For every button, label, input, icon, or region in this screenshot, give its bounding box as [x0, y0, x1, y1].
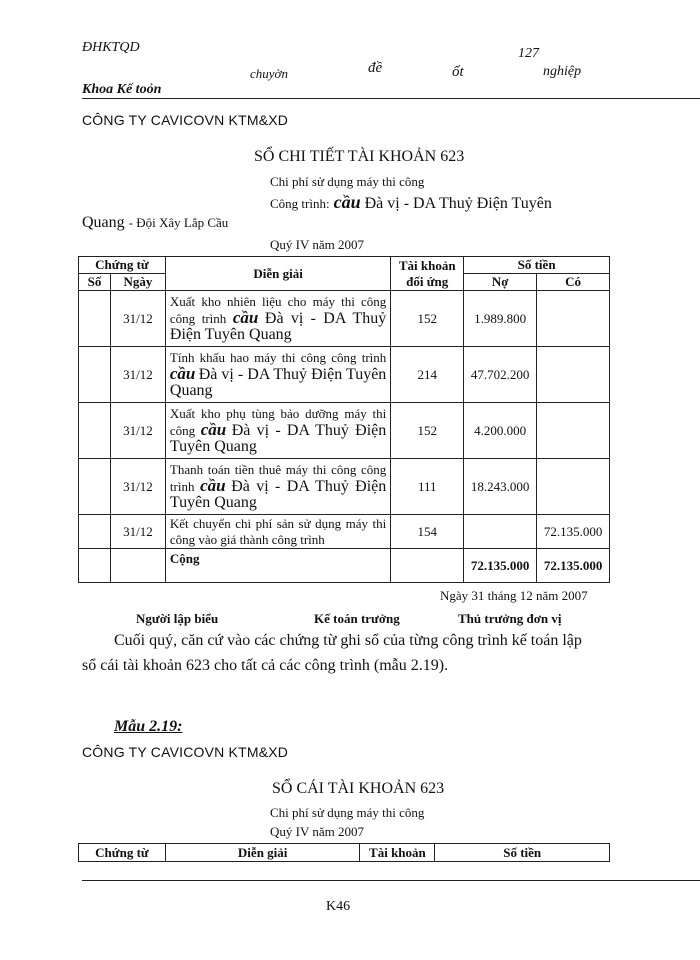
- cell-dien-giai: [165, 347, 390, 403]
- project-prefix: Công trình:: [270, 196, 330, 211]
- project-line-2: [82, 214, 228, 232]
- table-row: [79, 515, 610, 549]
- cell-tai-khoan: 152: [391, 403, 464, 459]
- desc-cau: cầu: [200, 476, 226, 495]
- table-total-row: [79, 549, 610, 583]
- cell-ngay: 31/12: [110, 515, 165, 549]
- cell-ngay: 31/12: [110, 291, 165, 347]
- signer-director: Thủ trưởng đơn vị: [458, 611, 562, 626]
- th-ledger-tai-khoan: Tài khoản: [360, 844, 435, 862]
- table-row: [79, 403, 610, 459]
- project-line: [270, 192, 552, 213]
- desc-cau: cầu: [200, 420, 227, 439]
- desc-text: Thanh toán tiền thuê máy thi công công trình: [169, 462, 387, 494]
- ledger-subtitle: Chi phí sử dụng máy thi công: [270, 805, 425, 820]
- header-page-number: 127: [518, 46, 539, 61]
- desc-cau: cầu: [169, 364, 196, 383]
- header-title-word-2: đề: [368, 60, 383, 76]
- th-ledger-dien-giai: Diễn giải: [165, 844, 360, 862]
- ledger-period: Quý IV năm 2007: [270, 824, 365, 839]
- th-ledger-chung-tu: Chứng từ: [79, 844, 166, 862]
- th-ngay: Ngày: [110, 274, 165, 291]
- ledger-title: SỔ CÁI TÀI KHOẢN 623: [272, 780, 445, 797]
- desc-text: Xuất kho phụ tùng bảo dưỡng máy thi công: [169, 406, 387, 438]
- cell-dien-giai: [165, 515, 390, 549]
- table-row: [79, 347, 610, 403]
- header-department: Khoa Kế toỏn: [82, 82, 162, 97]
- project-line2-rest: - Đội Xây Lắp Cầu: [128, 215, 229, 230]
- cell-co: [537, 459, 610, 515]
- detail-subtitle: Chi phí sử dụng máy thi công: [270, 174, 425, 189]
- cell-no: 47.702.200: [464, 347, 537, 403]
- table-row: [79, 291, 610, 347]
- cell-no: 18.243.000: [464, 459, 537, 515]
- cell-tai-khoan: 111: [391, 459, 464, 515]
- cell-ngay: 31/12: [110, 459, 165, 515]
- paragraph-line-2: sổ cái tài khoản 623 cho tất cả các công trình (mẫu 2.19).: [82, 657, 449, 674]
- total-no: 72.135.000: [464, 549, 537, 583]
- desc-project: Đà vị - DA Thuỷ Điện Tuyên Quang: [169, 366, 387, 399]
- desc-text: Tính khấu hao máy thi công công trình: [169, 350, 387, 365]
- form-label: Mẫu 2.19:: [114, 718, 183, 735]
- cell-tai-khoan: 214: [391, 347, 464, 403]
- th-no: Nợ: [464, 274, 537, 291]
- th-so: Số: [79, 274, 111, 291]
- th-tai-khoan-line1: Tài khoản: [398, 257, 456, 273]
- cell-co: [537, 403, 610, 459]
- cell-so: [79, 459, 111, 515]
- company-name: CÔNG TY CAVICOVN KTM&XD: [82, 112, 289, 128]
- cell-ngay: 31/12: [110, 403, 165, 459]
- project-main: Đà vị - DA Thuỷ Điện Tuyên: [364, 195, 552, 212]
- th-tai-khoan: [391, 257, 464, 291]
- th-tai-khoan-line2: đối ứng: [406, 273, 449, 289]
- total-label: Cộng: [165, 549, 390, 583]
- cell-dien-giai: [165, 291, 390, 347]
- cell-tai-khoan: 152: [391, 291, 464, 347]
- th-so-tien: Số tiền: [464, 257, 610, 274]
- desc-text: Xuất kho nhiên liệu cho máy thi công công trình: [169, 294, 387, 326]
- cell-co: [537, 291, 610, 347]
- ledger-table: [78, 843, 610, 862]
- header-rule: [82, 98, 700, 99]
- cell-so: [79, 403, 111, 459]
- cell-no: [464, 515, 537, 549]
- cell-ngay: 31/12: [110, 347, 165, 403]
- th-co: Có: [537, 274, 610, 291]
- cell-ngay: [110, 549, 165, 583]
- cell-tai-khoan: [391, 549, 464, 583]
- desc-text: Kết chuyển chi phí sản sử dụng máy thi công vào giá thành công trình: [169, 515, 387, 547]
- total-co: 72.135.000: [537, 549, 610, 583]
- cell-tai-khoan: 154: [391, 515, 464, 549]
- cell-so: [79, 549, 111, 583]
- th-ledger-so-tien: Số tiền: [435, 844, 610, 862]
- footer-page-label: K46: [326, 899, 351, 914]
- cell-so: [79, 347, 111, 403]
- date-line: Ngày 31 tháng 12 năm 2007: [440, 588, 588, 603]
- cell-co: [537, 347, 610, 403]
- th-dien-giai: Diễn giải: [165, 257, 390, 291]
- detail-table: [78, 256, 610, 583]
- project-cau: cầu: [333, 192, 361, 212]
- desc-project: Đà vị - DA Thuỷ Điện Tuyên Quang: [169, 478, 387, 511]
- signer-preparer: Người lập biểu: [136, 611, 219, 626]
- cell-so: [79, 515, 111, 549]
- header-title-word-1: chuyờn: [250, 66, 288, 81]
- header-title-word-4: nghiệp: [543, 64, 582, 79]
- desc-cau: cầu: [232, 308, 259, 327]
- header-left-code: ĐHKTQD: [82, 40, 140, 55]
- cell-so: [79, 291, 111, 347]
- cell-no: 1.989.800: [464, 291, 537, 347]
- signer-chief-accountant: Kế toán trưởng: [314, 611, 400, 626]
- project-line2-big: Quang: [82, 214, 125, 231]
- th-chung-tu: Chứng từ: [79, 257, 166, 274]
- cell-dien-giai: [165, 403, 390, 459]
- header-title-word-3: ốt: [452, 64, 464, 80]
- paragraph-line-1: Cuối quý, căn cứ vào các chứng từ ghi sổ của từng công trình kế toán lập: [114, 632, 582, 649]
- cell-no: 4.200.000: [464, 403, 537, 459]
- footer-rule: [82, 880, 700, 881]
- cell-dien-giai: [165, 459, 390, 515]
- detail-period: Quý IV năm 2007: [270, 237, 365, 252]
- detail-title: SỔ CHI TIẾT TÀI KHOẢN 623: [254, 148, 465, 165]
- desc-project: Đà vị - DA Thuỷ Điện Tuyên Quang: [169, 422, 387, 455]
- desc-project: Đà vị - DA Thuỷ Điện Tuyên Quang: [169, 310, 387, 343]
- ledger-company-name: CÔNG TY CAVICOVN KTM&XD: [82, 744, 289, 760]
- cell-co: 72.135.000: [537, 515, 610, 549]
- table-row: [79, 459, 610, 515]
